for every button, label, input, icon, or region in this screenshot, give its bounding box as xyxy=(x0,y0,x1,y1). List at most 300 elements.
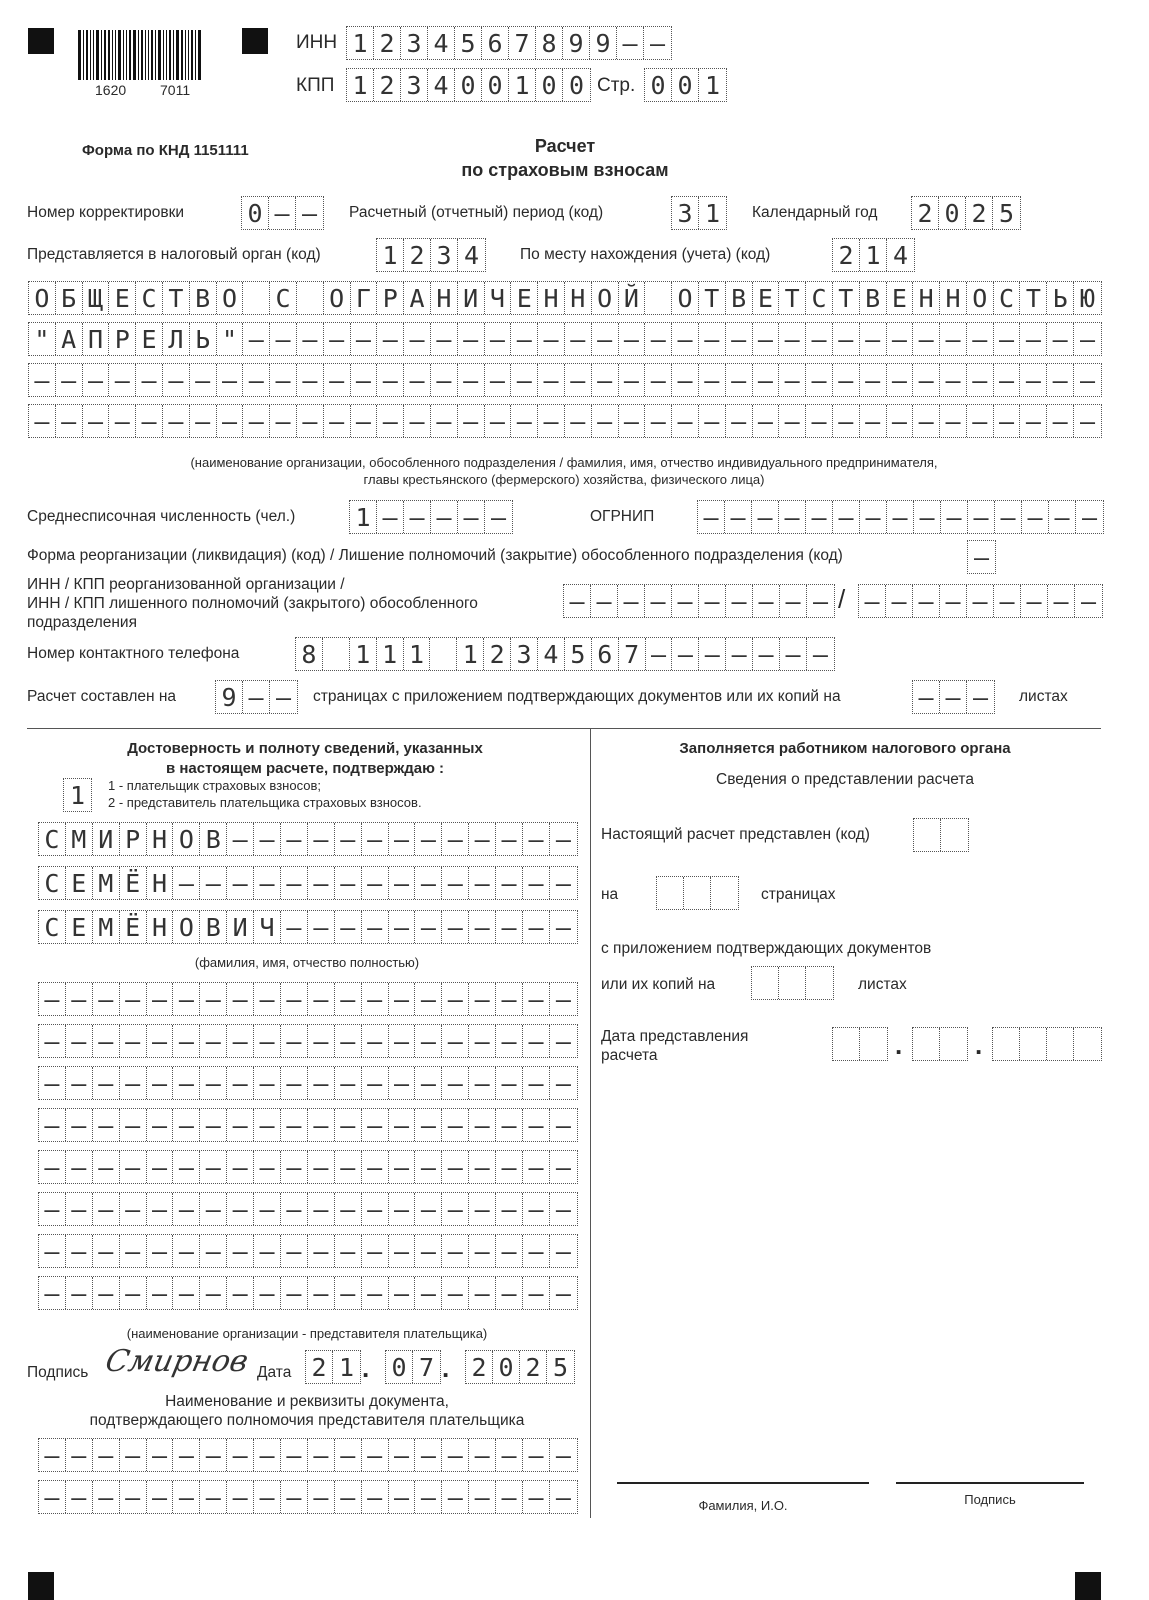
period-cells[interactable] xyxy=(671,196,727,230)
form-cell[interactable]: – xyxy=(389,823,416,855)
form-cell[interactable]: – xyxy=(940,681,967,713)
form-cell[interactable]: – xyxy=(887,405,914,437)
form-cell[interactable]: – xyxy=(335,1235,362,1267)
form-cell[interactable] xyxy=(914,819,941,851)
form-cell[interactable]: В xyxy=(860,282,887,314)
form-cell[interactable]: – xyxy=(109,364,136,396)
form-cell[interactable]: – xyxy=(217,364,244,396)
form-cell[interactable]: В xyxy=(190,282,217,314)
form-cell[interactable] xyxy=(860,1028,887,1060)
form-cell[interactable]: – xyxy=(555,912,571,942)
form-cell[interactable]: – xyxy=(555,1482,571,1512)
form-cell[interactable]: – xyxy=(227,1025,254,1057)
form-cell[interactable]: Ь xyxy=(190,323,217,355)
form-cell[interactable]: – xyxy=(415,1481,442,1513)
form-cell[interactable]: 2 xyxy=(966,197,993,229)
form-cell[interactable]: – xyxy=(564,585,591,617)
form-cell[interactable]: 1 xyxy=(69,780,86,810)
form-cell[interactable]: – xyxy=(995,501,1022,533)
form-cell[interactable]: – xyxy=(415,1109,442,1141)
form-cell[interactable] xyxy=(833,1028,860,1060)
form-cell[interactable]: – xyxy=(619,323,646,355)
form-cell[interactable]: – xyxy=(308,1151,335,1183)
form-cell[interactable]: Р xyxy=(377,282,404,314)
form-cell[interactable]: – xyxy=(200,1151,227,1183)
form-cell[interactable]: – xyxy=(66,1067,93,1099)
form-cell[interactable]: 2 xyxy=(484,638,511,670)
fio-row-3[interactable] xyxy=(38,910,578,944)
correction-cells[interactable] xyxy=(241,196,324,230)
form-cell[interactable] xyxy=(645,282,672,314)
form-cell[interactable]: – xyxy=(940,585,967,617)
form-cell[interactable]: – xyxy=(173,1025,200,1057)
form-cell[interactable]: – xyxy=(523,1025,550,1057)
form-cell[interactable]: – xyxy=(243,405,270,437)
form-cell[interactable]: – xyxy=(136,364,163,396)
pages-count-cells[interactable] xyxy=(656,876,739,910)
form-cell[interactable]: – xyxy=(645,585,672,617)
form-cell[interactable] xyxy=(806,967,833,999)
form-cell[interactable]: – xyxy=(173,1193,200,1225)
form-cell[interactable]: – xyxy=(469,1277,496,1309)
blank-cell-row[interactable] xyxy=(38,1024,578,1058)
form-cell[interactable]: – xyxy=(120,1277,147,1309)
form-cell[interactable]: – xyxy=(523,1109,550,1141)
form-cell[interactable]: – xyxy=(555,1236,571,1266)
form-cell[interactable]: – xyxy=(1079,406,1095,436)
form-cell[interactable]: 6 xyxy=(592,638,619,670)
form-cell[interactable]: А xyxy=(404,282,431,314)
form-cell[interactable]: – xyxy=(362,1193,389,1225)
form-cell[interactable]: 2 xyxy=(833,239,860,271)
form-cell[interactable]: – xyxy=(308,1277,335,1309)
form-cell[interactable]: С xyxy=(39,823,66,855)
form-cell[interactable]: – xyxy=(39,1439,66,1471)
form-cell[interactable]: – xyxy=(200,1067,227,1099)
form-cell[interactable]: 7 xyxy=(619,638,646,670)
form-cell[interactable]: – xyxy=(281,911,308,943)
form-cell[interactable]: – xyxy=(415,1025,442,1057)
form-cell[interactable]: Н xyxy=(940,282,967,314)
form-cell[interactable]: – xyxy=(362,983,389,1015)
form-cell[interactable]: – xyxy=(555,1152,571,1182)
form-cell[interactable]: 0 xyxy=(645,69,672,101)
form-cell[interactable]: О xyxy=(173,823,200,855)
form-cell[interactable]: – xyxy=(555,824,571,854)
form-cell[interactable]: – xyxy=(270,323,297,355)
form-cell[interactable]: – xyxy=(335,1151,362,1183)
form-cell[interactable]: – xyxy=(496,911,523,943)
form-cell[interactable]: – xyxy=(335,1277,362,1309)
form-cell[interactable]: – xyxy=(699,364,726,396)
form-cell[interactable]: 2 xyxy=(306,1351,333,1383)
form-cell[interactable]: – xyxy=(281,1235,308,1267)
form-cell[interactable]: Е xyxy=(66,911,93,943)
form-cell[interactable]: – xyxy=(120,1109,147,1141)
form-cell[interactable]: – xyxy=(66,1109,93,1141)
form-cell[interactable]: – xyxy=(645,323,672,355)
form-cell[interactable]: 4 xyxy=(428,69,455,101)
form-cell[interactable]: Е xyxy=(109,282,136,314)
form-cell[interactable]: – xyxy=(415,867,442,899)
form-cell[interactable]: Ч xyxy=(485,282,512,314)
form-cell[interactable]: – xyxy=(442,867,469,899)
form-cell[interactable]: – xyxy=(913,585,940,617)
form-cell[interactable]: – xyxy=(39,1277,66,1309)
form-cell[interactable]: – xyxy=(886,585,913,617)
form-cell[interactable]: – xyxy=(806,323,833,355)
form-cell[interactable]: Н xyxy=(913,282,940,314)
form-cell[interactable]: – xyxy=(147,1235,174,1267)
form-cell[interactable]: – xyxy=(362,1025,389,1057)
form-cell[interactable]: Е xyxy=(66,867,93,899)
form-cell[interactable]: Е xyxy=(136,323,163,355)
form-cell[interactable]: 0 xyxy=(672,69,699,101)
form-cell[interactable]: – xyxy=(672,638,699,670)
form-cell[interactable]: – xyxy=(377,405,404,437)
form-cell[interactable]: " xyxy=(29,323,56,355)
form-cell[interactable]: – xyxy=(389,1193,416,1225)
form-cell[interactable]: – xyxy=(806,364,833,396)
form-cell[interactable]: – xyxy=(1079,365,1095,395)
form-cell[interactable]: – xyxy=(163,364,190,396)
form-cell[interactable]: – xyxy=(565,405,592,437)
form-cell[interactable]: – xyxy=(93,1235,120,1267)
form-cell[interactable]: – xyxy=(173,1235,200,1267)
form-cell[interactable]: – xyxy=(254,1235,281,1267)
form-cell[interactable]: О xyxy=(324,282,351,314)
form-cell[interactable]: – xyxy=(56,405,83,437)
form-cell[interactable]: – xyxy=(324,323,351,355)
reorg-kpp-cells[interactable] xyxy=(858,584,1103,618)
form-cell[interactable]: 6 xyxy=(482,27,509,59)
form-cell[interactable]: – xyxy=(555,1068,571,1098)
form-cell[interactable]: – xyxy=(335,1109,362,1141)
form-cell[interactable]: – xyxy=(308,1025,335,1057)
page-cells[interactable] xyxy=(644,68,727,102)
form-cell[interactable]: – xyxy=(200,983,227,1015)
form-cell[interactable] xyxy=(941,819,968,851)
phone-cells[interactable] xyxy=(295,637,835,671)
ogrnip-cells[interactable] xyxy=(697,500,1104,534)
form-cell[interactable]: – xyxy=(275,682,292,712)
form-cell[interactable]: – xyxy=(308,1193,335,1225)
form-cell[interactable]: – xyxy=(389,911,416,943)
form-cell[interactable] xyxy=(297,282,324,314)
form-cell[interactable]: – xyxy=(227,983,254,1015)
form-cell[interactable]: – xyxy=(120,1067,147,1099)
form-cell[interactable]: – xyxy=(1047,405,1074,437)
form-cell[interactable]: Р xyxy=(109,323,136,355)
org-name-row-3[interactable] xyxy=(28,363,1102,397)
form-cell[interactable]: 5 xyxy=(552,1352,569,1382)
form-cell[interactable]: 4 xyxy=(463,240,480,270)
form-cell[interactable]: – xyxy=(555,1110,571,1140)
form-cell[interactable]: – xyxy=(779,323,806,355)
form-cell[interactable]: – xyxy=(389,1025,416,1057)
form-cell[interactable]: – xyxy=(389,1235,416,1267)
form-cell[interactable]: 1 xyxy=(338,1352,355,1382)
form-cell[interactable]: – xyxy=(812,639,828,669)
form-cell[interactable]: – xyxy=(39,1481,66,1513)
pages-cells[interactable] xyxy=(215,680,298,714)
form-cell[interactable]: – xyxy=(699,405,726,437)
form-cell[interactable]: – xyxy=(308,823,335,855)
form-cell[interactable]: – xyxy=(726,585,753,617)
form-cell[interactable]: – xyxy=(335,911,362,943)
form-cell[interactable]: – xyxy=(415,1439,442,1471)
form-cell[interactable]: – xyxy=(362,1235,389,1267)
form-cell[interactable]: 2 xyxy=(374,27,401,59)
form-cell[interactable]: 1 xyxy=(404,638,431,670)
form-cell[interactable]: – xyxy=(523,983,550,1015)
form-cell[interactable]: 3 xyxy=(401,27,428,59)
form-cell[interactable]: – xyxy=(39,1067,66,1099)
form-cell[interactable]: – xyxy=(281,1067,308,1099)
form-cell[interactable]: – xyxy=(972,682,989,712)
form-cell[interactable]: – xyxy=(592,364,619,396)
form-cell[interactable]: – xyxy=(1081,502,1098,532)
form-cell[interactable]: – xyxy=(29,364,56,396)
form-cell[interactable]: 1 xyxy=(350,638,377,670)
form-cell[interactable]: – xyxy=(308,1067,335,1099)
form-cell[interactable]: – xyxy=(458,364,485,396)
form-cell[interactable]: – xyxy=(83,364,110,396)
form-cell[interactable]: 3 xyxy=(672,197,699,229)
form-cell[interactable]: – xyxy=(173,983,200,1015)
form-cell[interactable]: – xyxy=(109,405,136,437)
form-cell[interactable]: 1 xyxy=(347,69,374,101)
form-cell[interactable]: – xyxy=(39,1193,66,1225)
form-cell[interactable]: – xyxy=(362,1439,389,1471)
form-cell[interactable]: – xyxy=(281,1193,308,1225)
form-cell[interactable]: Е xyxy=(887,282,914,314)
form-cell[interactable]: – xyxy=(469,911,496,943)
form-cell[interactable]: – xyxy=(243,323,270,355)
form-cell[interactable]: – xyxy=(362,1151,389,1183)
form-cell[interactable] xyxy=(752,967,779,999)
form-cell[interactable]: – xyxy=(523,1235,550,1267)
form-cell[interactable]: 1 xyxy=(350,501,377,533)
form-cell[interactable]: – xyxy=(442,983,469,1015)
form-cell[interactable]: Й xyxy=(619,282,646,314)
form-cell[interactable]: 9 xyxy=(216,681,243,713)
form-cell[interactable]: 1 xyxy=(704,198,721,228)
form-cell[interactable]: – xyxy=(254,1277,281,1309)
form-cell[interactable]: – xyxy=(490,502,507,532)
form-cell[interactable]: – xyxy=(725,501,752,533)
location-cells[interactable] xyxy=(832,238,915,272)
form-cell[interactable]: – xyxy=(496,823,523,855)
form-cell[interactable]: – xyxy=(362,867,389,899)
form-cell[interactable]: – xyxy=(496,867,523,899)
form-cell[interactable]: – xyxy=(200,1025,227,1057)
form-cell[interactable]: – xyxy=(39,1235,66,1267)
form-cell[interactable]: М xyxy=(93,911,120,943)
form-cell[interactable]: – xyxy=(389,1109,416,1141)
form-cell[interactable]: – xyxy=(523,911,550,943)
form-cell[interactable]: Н xyxy=(565,282,592,314)
form-cell[interactable]: 3 xyxy=(401,69,428,101)
form-cell[interactable]: С xyxy=(806,282,833,314)
org-name-row-1[interactable] xyxy=(28,281,1102,315)
form-cell[interactable]: – xyxy=(860,323,887,355)
date-year-cells[interactable] xyxy=(465,1350,575,1384)
form-cell[interactable]: – xyxy=(297,364,324,396)
form-cell[interactable]: – xyxy=(281,867,308,899)
form-cell[interactable]: – xyxy=(485,323,512,355)
form-cell[interactable]: 5 xyxy=(998,198,1015,228)
form-cell[interactable]: – xyxy=(93,1439,120,1471)
form-cell[interactable]: – xyxy=(806,405,833,437)
submit-day-cells[interactable] xyxy=(832,1027,888,1061)
form-cell[interactable]: – xyxy=(887,501,914,533)
form-cell[interactable]: – xyxy=(555,1440,571,1470)
form-cell[interactable]: – xyxy=(442,1193,469,1225)
form-cell[interactable]: – xyxy=(173,1439,200,1471)
form-cell[interactable]: – xyxy=(555,1278,571,1308)
form-cell[interactable]: – xyxy=(469,1109,496,1141)
reorg-inn-cells[interactable] xyxy=(563,584,835,618)
form-cell[interactable]: – xyxy=(753,364,780,396)
signer-type-cells[interactable] xyxy=(63,778,92,812)
form-cell[interactable]: – xyxy=(967,405,994,437)
form-cell[interactable]: – xyxy=(362,823,389,855)
form-cell[interactable]: – xyxy=(389,983,416,1015)
form-cell[interactable]: С xyxy=(39,911,66,943)
form-cell[interactable]: – xyxy=(1022,501,1049,533)
form-cell[interactable]: – xyxy=(389,1481,416,1513)
form-cell[interactable]: – xyxy=(281,1151,308,1183)
form-cell[interactable]: Ь xyxy=(1047,282,1074,314)
fio-row-2[interactable] xyxy=(38,866,578,900)
form-cell[interactable]: 9 xyxy=(590,27,617,59)
form-cell[interactable]: 1 xyxy=(509,69,536,101)
sheets-count-cells[interactable] xyxy=(751,966,834,1000)
form-cell[interactable]: – xyxy=(120,1025,147,1057)
form-cell[interactable]: – xyxy=(469,823,496,855)
form-cell[interactable]: – xyxy=(254,867,281,899)
form-cell[interactable]: – xyxy=(833,501,860,533)
form-cell[interactable]: – xyxy=(200,1235,227,1267)
form-cell[interactable]: – xyxy=(973,542,990,572)
form-cell[interactable]: – xyxy=(200,1439,227,1471)
submit-month-cells[interactable] xyxy=(912,1027,968,1061)
form-cell[interactable]: С xyxy=(994,282,1021,314)
sheets-cells[interactable] xyxy=(912,680,995,714)
form-cell[interactable]: 1 xyxy=(457,638,484,670)
form-cell[interactable]: – xyxy=(1047,364,1074,396)
form-cell[interactable]: – xyxy=(1020,323,1047,355)
form-cell[interactable]: – xyxy=(914,501,941,533)
form-cell[interactable]: – xyxy=(83,405,110,437)
form-cell[interactable]: – xyxy=(967,323,994,355)
form-cell[interactable]: – xyxy=(523,867,550,899)
form-cell[interactable]: – xyxy=(941,501,968,533)
form-cell[interactable]: 0 xyxy=(568,70,585,100)
form-cell[interactable]: – xyxy=(308,1481,335,1513)
form-cell[interactable]: – xyxy=(173,867,200,899)
form-cell[interactable]: – xyxy=(431,364,458,396)
org-name-row-2[interactable] xyxy=(28,322,1102,356)
form-cell[interactable]: – xyxy=(860,501,887,533)
form-cell[interactable]: Ч xyxy=(254,911,281,943)
blank-cell-row[interactable] xyxy=(38,1108,578,1142)
form-cell[interactable]: – xyxy=(120,1439,147,1471)
form-cell[interactable]: – xyxy=(469,1151,496,1183)
form-cell[interactable]: – xyxy=(173,1277,200,1309)
form-cell[interactable]: – xyxy=(485,405,512,437)
form-cell[interactable]: 1 xyxy=(347,27,374,59)
form-cell[interactable]: – xyxy=(93,1109,120,1141)
form-cell[interactable]: 0 xyxy=(939,197,966,229)
form-cell[interactable] xyxy=(993,1028,1020,1060)
blank-cell-row[interactable] xyxy=(38,1150,578,1184)
form-cell[interactable]: – xyxy=(39,1025,66,1057)
form-cell[interactable]: – xyxy=(227,1067,254,1099)
form-cell[interactable] xyxy=(243,282,270,314)
form-cell[interactable]: – xyxy=(93,1481,120,1513)
form-cell[interactable]: – xyxy=(66,1481,93,1513)
form-cell[interactable]: Ё xyxy=(120,911,147,943)
form-cell[interactable]: – xyxy=(496,1151,523,1183)
form-cell[interactable]: – xyxy=(496,1193,523,1225)
form-cell[interactable]: – xyxy=(173,1067,200,1099)
form-cell[interactable]: 1 xyxy=(377,239,404,271)
form-cell[interactable]: – xyxy=(404,364,431,396)
form-cell[interactable]: Н xyxy=(147,867,174,899)
form-cell[interactable]: – xyxy=(458,323,485,355)
form-cell[interactable]: О xyxy=(592,282,619,314)
form-cell[interactable]: Т xyxy=(699,282,726,314)
form-cell[interactable]: – xyxy=(698,501,725,533)
form-cell[interactable]: В xyxy=(200,911,227,943)
form-cell[interactable]: – xyxy=(555,1194,571,1224)
form-cell[interactable]: 8 xyxy=(536,27,563,59)
form-cell[interactable]: – xyxy=(351,323,378,355)
year-cells[interactable] xyxy=(911,196,1021,230)
headcount-cells[interactable] xyxy=(349,500,513,534)
form-cell[interactable]: – xyxy=(672,405,699,437)
form-cell[interactable]: – xyxy=(217,405,244,437)
form-cell[interactable]: – xyxy=(753,585,780,617)
form-cell[interactable]: – xyxy=(994,323,1021,355)
form-cell[interactable]: – xyxy=(806,501,833,533)
form-cell[interactable]: – xyxy=(523,823,550,855)
blank-cell-row[interactable] xyxy=(38,1276,578,1310)
form-cell[interactable]: – xyxy=(1049,501,1076,533)
form-cell[interactable]: 0 xyxy=(242,197,269,229)
form-cell[interactable]: Т xyxy=(1020,282,1047,314)
form-cell[interactable]: – xyxy=(93,1277,120,1309)
form-cell[interactable]: Л xyxy=(163,323,190,355)
form-cell[interactable]: – xyxy=(523,1067,550,1099)
form-cell[interactable]: Ю xyxy=(1079,283,1095,313)
form-cell[interactable]: – xyxy=(415,1277,442,1309)
form-cell[interactable]: – xyxy=(469,1481,496,1513)
form-cell[interactable]: – xyxy=(469,1193,496,1225)
form-cell[interactable]: – xyxy=(523,1439,550,1471)
form-cell[interactable]: – xyxy=(66,1277,93,1309)
form-cell[interactable]: 2 xyxy=(520,1351,547,1383)
form-cell[interactable]: – xyxy=(752,501,779,533)
form-cell[interactable] xyxy=(779,967,806,999)
reorg-cells[interactable] xyxy=(967,540,996,574)
form-cell[interactable]: – xyxy=(254,1109,281,1141)
form-cell[interactable] xyxy=(1020,1028,1047,1060)
form-cell[interactable]: – xyxy=(147,1067,174,1099)
form-cell[interactable]: 1 xyxy=(860,239,887,271)
